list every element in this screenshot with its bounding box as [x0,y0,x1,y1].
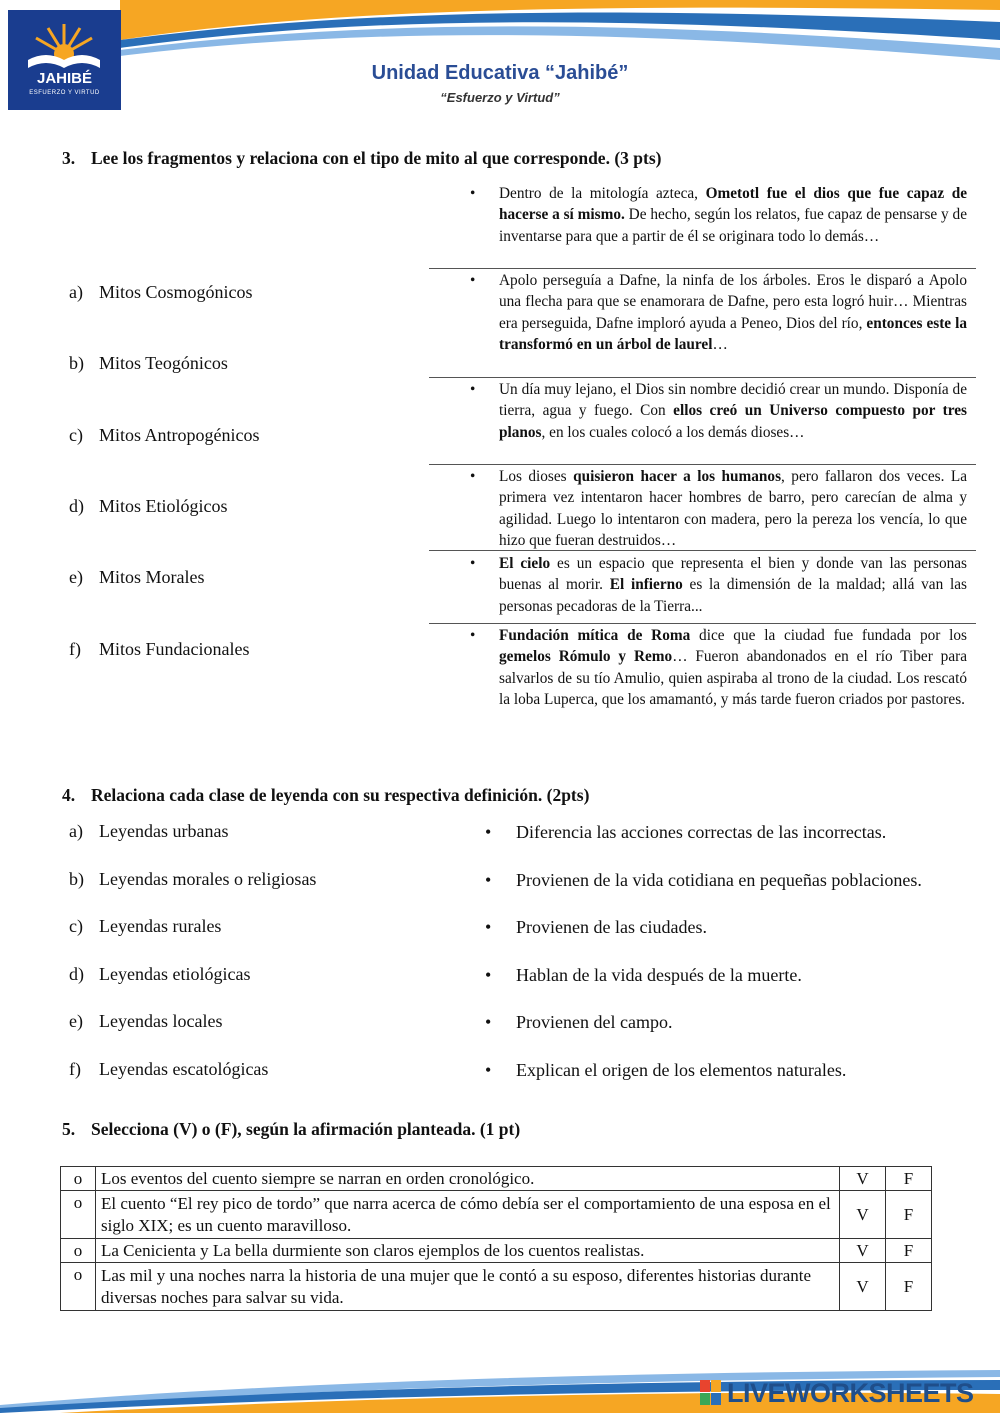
fragment-text: De hecho, según los relatos, fue capaz de pensarse y de inventarse para que a partir de él se originara todo lo demás… [499,206,967,245]
q4-heading [62,785,589,806]
option-letter: a) [69,821,83,841]
true-option[interactable]: V [840,1167,886,1191]
fragment-bold: gemelos Rómulo y Remo [499,648,673,666]
option-letter: d) [69,496,84,516]
q3-fragment-1 [470,183,967,247]
statement-text: Los eventos del cuento siempre se narran en orden cronológico. [96,1167,840,1191]
q3-fragment-2 [470,270,967,355]
fragment-bold: Ometotl fue el dios que fue capaz de hacerse a sí mismo. [499,185,968,224]
bullet-icon: • [470,468,476,485]
q4-definition-6 [485,1060,846,1081]
fragment-text: dice que la ciudad fue fundada por los [690,627,968,644]
q4-definition-4 [485,965,802,986]
false-option[interactable]: F [886,1263,932,1311]
bullet-icon: • [470,555,476,572]
fragment-bold: ellos creó un Universo compuesto por tres planos [499,402,967,441]
q3-option-c [69,425,260,446]
row-bullet: o [61,1263,96,1311]
fragment-text: es un espacio que representa el bien y donde van las personas buenas al morir. [499,555,967,594]
school-motto: “Esfuerzo y Virtud” [440,90,560,105]
table-row [61,1239,932,1263]
fragment-text: Los dioses [499,468,574,485]
definition-text: Hablan de la vida después de la muerte. [516,965,802,985]
row-bullet: o [61,1191,96,1239]
fragment-divider [429,623,976,624]
bullet-icon: • [485,1060,492,1080]
q4-number: 4. [62,785,76,805]
false-option[interactable]: F [886,1239,932,1263]
option-label: Leyendas rurales [99,916,222,936]
q4-option-e [69,1011,222,1032]
q3-heading [62,148,661,169]
option-label: Mitos Morales [99,567,205,587]
q4-option-b [69,869,316,890]
fragment-text: es la dimensión de la maldad; allá van las personas pecadoras de la Tierra... [499,576,967,615]
true-false-table [60,1166,932,1311]
option-label: Leyendas urbanas [99,821,229,841]
liveworksheets-logo-icon [700,1380,722,1406]
row-bullet: o [61,1239,96,1263]
q4-definition-5 [485,1012,672,1033]
true-option[interactable]: V [840,1191,886,1239]
q3-fragment-6 [470,625,967,710]
fragment-divider [429,464,976,465]
q3-fragment-3 [470,379,967,443]
fragment-divider [429,550,976,551]
fragment-bold: entonces este la transformó en un árbol de laurel [499,314,967,353]
q3-number: 3. [62,148,76,168]
table-row [61,1263,932,1311]
bullet-icon: • [470,627,476,644]
fragment-bold: El cielo [499,555,551,572]
option-letter: c) [69,916,83,936]
q4-definition-2 [485,870,922,891]
option-letter: a) [69,282,83,302]
fragment-bold: quisieron hacer a los humanos [573,468,782,485]
bullet-icon: • [485,1012,492,1032]
q4-option-f [69,1059,268,1080]
definition-text: Provienen de las ciudades. [516,917,707,937]
bullet-icon: • [470,381,476,398]
logo-tagline: ESFUERZO Y VIRTUD [29,90,100,96]
fragment-text: , pero fallaron dos veces. La primera vez intentaron hacer hombres de barro, pero carecían de alma y agilidad. Luego lo intentaron con madera, pero la pereza los vencía, lo que hizo que fueran destruidos… [499,468,967,549]
school-logo [8,10,121,110]
q3-option-e [69,567,205,588]
q4-definition-1 [485,822,886,843]
q4-option-d [69,964,250,985]
fragment-divider [429,268,976,269]
fragment-text: … Fueron abandonados en el río Tiber para salvarlos de su tío Amulio, quien aspiraba al trono de la ciudad. Los rescató la loba Luperca, que los amamantó, y más tarde fueron criados por pastores. [499,648,967,708]
option-label: Leyendas etiológicas [99,964,251,984]
statement-text: Las mil y una noches narra la historia de una mujer que le contó a su esposo, diferentes historias durante diversas noches para salvar su vida. [96,1263,840,1311]
option-label: Mitos Fundacionales [99,639,250,659]
bullet-icon: • [470,272,476,289]
q5-number: 5. [62,1119,76,1139]
option-label: Mitos Antropogénicos [99,425,260,445]
fragment-text: … [712,335,728,353]
q5-heading [62,1119,520,1140]
table-row [61,1191,932,1239]
q3-option-d [69,496,228,517]
option-label: Leyendas morales o religiosas [99,869,317,889]
option-letter: d) [69,964,84,984]
option-label: Leyendas escatológicas [99,1059,269,1079]
statement-text: El cuento “El rey pico de tordo” que narra acerca de cómo debía ser el comportamiento de una esposa en el siglo XIX; es un cuento maravilloso. [96,1191,840,1239]
fragment-bold: El infierno [609,576,683,594]
q4-option-c [69,916,221,937]
option-letter: b) [69,869,84,889]
option-letter: f) [69,1059,81,1079]
sun-book-icon [8,14,121,74]
fragment-bold: Fundación mítica de Roma [499,627,691,644]
q4-title: Relaciona cada clase de leyenda con su respectiva definición. (2pts) [91,785,590,805]
false-option[interactable]: F [886,1191,932,1239]
option-label: Mitos Teogónicos [99,353,228,373]
option-label: Mitos Etiológicos [99,496,228,516]
fragment-text: Dentro de la mitología azteca, [499,185,706,202]
fragment-divider [429,377,976,378]
statement-text: La Cenicienta y La bella durmiente son claros ejemplos de los cuentos realistas. [96,1239,840,1263]
true-option[interactable]: V [840,1263,886,1311]
bullet-icon: • [485,822,492,842]
option-letter: e) [69,567,83,587]
fragment-text: Apolo perseguía a Dafne, la ninfa de los árboles. Eros le disparó a Apolo una flecha para que se enamorara de Dafne, pero esta logró huir… Mientras era perseguida, Dafne imploró ayuda a Peneo, Dios del río, [499,272,967,332]
option-letter: f) [69,639,81,659]
bullet-icon: • [485,965,492,985]
q4-option-a [69,821,228,842]
q3-fragment-5 [470,553,967,617]
q3-option-b [69,353,228,374]
option-label: Leyendas locales [99,1011,223,1031]
option-label: Mitos Cosmogónicos [99,282,253,302]
true-option[interactable]: V [840,1239,886,1263]
q3-option-a [69,282,253,303]
q3-title: Lee los fragmentos y relaciona con el tipo de mito al que corresponde. (3 pts) [91,148,662,168]
logo-name: JAHIBÉ [36,70,92,87]
table-row [61,1167,932,1191]
definition-text: Provienen de la vida cotidiana en pequeñas poblaciones. [516,870,922,890]
false-option[interactable]: F [886,1167,932,1191]
option-letter: b) [69,353,84,373]
q3-fragment-4 [470,466,967,551]
q3-option-f [69,639,250,660]
option-letter: c) [69,425,83,445]
definition-text: Provienen del campo. [516,1012,673,1032]
definition-text: Explican el origen de los elementos naturales. [516,1060,847,1080]
q4-definition-3 [485,917,707,938]
fragment-text: , en los cuales colocó a los demás dioses… [541,423,805,441]
row-bullet: o [61,1167,96,1191]
definition-text: Diferencia las acciones correctas de las incorrectas. [516,822,887,842]
option-letter: e) [69,1011,83,1031]
bullet-icon: • [470,185,476,202]
bullet-icon: • [485,870,492,890]
bullet-icon: • [485,917,492,937]
school-name: Unidad Educativa “Jahibé” [371,62,629,84]
fragment-text: Un día muy lejano, el Dios sin nombre decidió crear un mundo. Disponía de tierra, agua y fuego. Con [499,381,967,420]
q5-title: Selecciona (V) o (F), según la afirmación planteada. (1 pt) [91,1119,521,1139]
liveworksheets-brand[interactable]: LIVEWORKSHEETS [727,1378,974,1408]
